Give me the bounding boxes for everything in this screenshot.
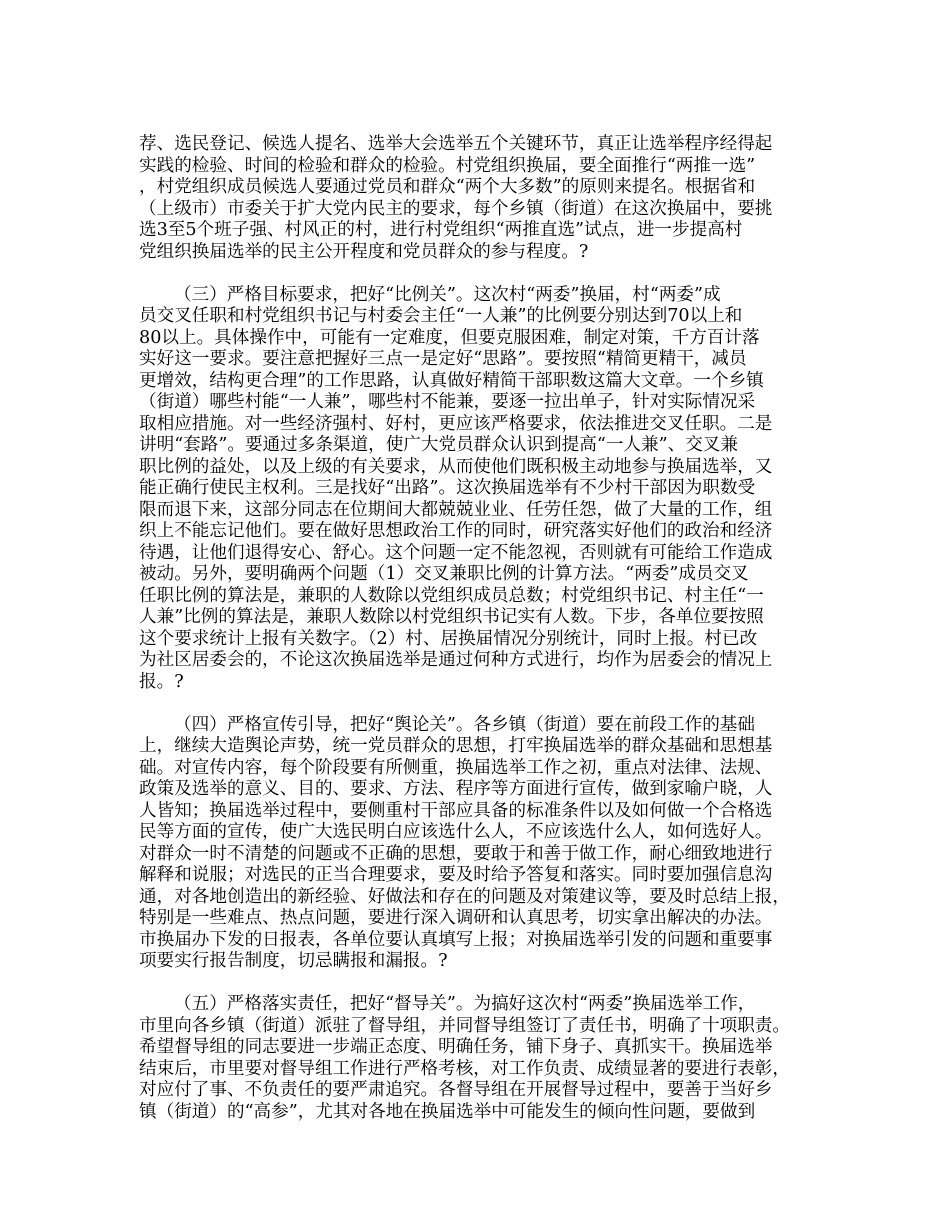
text-line: （三）严格目标要求，把好“比例关”。这次村“两委”换届，村“两委”成	[174, 284, 721, 305]
text-line: 讲明“套路”。要通过多条渠道，使广大党员群众认识到提高“一人兼”、交叉兼	[139, 435, 738, 455]
text-line: 更增效，结构更合理”的工作思路，认真做好精简干部职数这篇大文章。一个乡镇	[139, 370, 764, 391]
text-line: 限而退下来，这部分同志在位期间大都兢兢业业、任劳任怨，做了大量的工作，组	[139, 499, 773, 520]
text-line: 任职比例的算法是，兼职的人数除以党组织成员总数；村党组织书记、村主任“一	[139, 585, 764, 606]
text-line: 选3至5个班子强、村风正的村，进行村党组织“两推直选”试点，进一步提高村	[139, 220, 743, 240]
text-line: 为社区居委会的，不论这次换届选举是通过何种方式进行，均作为居委会的情况上	[139, 650, 773, 670]
text-line: 织上不能忘记他们。要在做好思想政治工作的同时，研究落实好他们的政治和经济	[139, 521, 773, 541]
text-line: 希望督导组的同志要进一步端正态度、明确任务，铺下身子、真抓实干。换届选举	[139, 1037, 773, 1057]
text-line: 员交叉任职和村党组织书记与村委会主任“一人兼”的比例要分别达到70以上和	[139, 306, 743, 326]
text-line: （上级市）市委关于扩大党内民主的要求，每个乡镇（街道）在这次换届中，要挑	[139, 198, 773, 219]
text-line: 结束后，市里要对督导组工作进行严格考核，对工作负责、成绩显著的要进行表彰，	[139, 1058, 790, 1079]
text-line: 人皆知；换届选举过程中，要侧重村干部应具备的标准条件以及如何做一个合格选	[139, 800, 773, 821]
text-line: 上，继续大造舆论声势，统一党员群众的思想，打牢换届选举的群众基础和思想基	[139, 736, 773, 756]
text-line: 这个要求统计上报有关数字。（2）村、居换届情况分别统计，同时上报。村已改	[139, 628, 758, 649]
text-line: 特别是一些难点、热点问题，要进行深入调研和认真思考，切实拿出解决的办法。	[139, 908, 773, 928]
text-line: 项要实行报告制度，切忌瞒报和漏报。?	[139, 951, 448, 971]
text-line: 市换届办下发的日报表，各单位要认真填写上报；对换届选举引发的问题和重要事	[139, 929, 773, 950]
text-line: 党组织换届选举的民主公开程度和党员群众的参与程度。?	[139, 241, 589, 262]
text-line: 通，对各地创造出的新经验、好做法和存在的问题及对策建议等，要及时总结上报，	[139, 886, 790, 907]
text-line: 80以上。具体操作中，可能有一定难度，但要克服困难，制定对策，千方百计落	[139, 327, 760, 348]
text-line: 市里向各乡镇（街道）派驻了督导组，并同督导组签订了责任书，明确了十项职责。	[139, 1015, 790, 1036]
text-line: 被动。另外，要明确两个问题（1）交叉兼职比例的计算方法。“两委”成员交叉	[139, 564, 749, 584]
text-line: 待遇，让他们退得安心、舒心。这个问题一定不能忽视，否则就有可能给工作造成	[139, 542, 773, 563]
text-line: 对群众一时不清楚的问题或不正确的思想，要敢于和善于做工作，耐心细致地进行	[139, 843, 773, 864]
text-line: ，村党组织成员候选人要通过党员和群众“两个大多数”的原则来提名。根据省和	[139, 177, 756, 197]
text-line: 民等方面的宣传，使广大选民明白应该选什么人，不应该选什么人，如何选好人。	[139, 822, 773, 842]
text-line: 报。?	[139, 671, 184, 692]
text-line: （五）严格落实责任，把好“督导关”。为搞好这次村“两委”换届选举工作，	[174, 994, 756, 1014]
text-line: 取相应措施。对一些经济强村、好村，更应该严格要求，依法推进交叉任职。二是	[139, 413, 773, 434]
text-line: 对应付了事、不负责任的要严肃追究。各督导组在开展督导过程中，要善于当好乡	[139, 1080, 773, 1100]
text-line: 础。对宣传内容，每个阶段要有所侧重，换届选举工作之初，重点对法律、法规、	[139, 757, 773, 778]
paragraph-1	[139, 134, 815, 263]
text-line: （街道）哪些村能“一人兼”，哪些村不能兼，要逐一拉出单子，针对实际情况采	[139, 392, 756, 412]
text-line: 实好这一要求。要注意把握好三点一是定好“思路”。要按照“精简更精干，减员	[139, 349, 747, 369]
text-line: 镇（街道）的“高参”，尤其对各地在换届选举中可能发生的倾向性问题，要做到	[139, 1101, 756, 1122]
text-line: 实践的检验、时间的检验和群众的检验。村党组织换届，要全面推行“两推一选”	[139, 155, 756, 176]
text-line: 荐、选民登记、候选人提名、选举大会选举五个关键环节，真正让选举程序经得起	[139, 134, 773, 154]
text-line: （四）严格宣传引导，把好“舆论关”。各乡镇（街道）要在前段工作的基础	[174, 714, 755, 735]
paragraph-3	[139, 715, 815, 973]
paragraph-4	[139, 994, 815, 1123]
text-line: 解释和说服；对选民的正当合理要求，要及时给予答复和落实。同时要加强信息沟	[139, 865, 773, 885]
paragraph-2	[139, 285, 815, 694]
document-page	[139, 134, 815, 1145]
text-line: 职比例的益处，以及上级的有关要求，从而使他们既积极主动地参与换届选举，又	[139, 456, 773, 477]
text-line: 人兼”比例的算法是，兼职人数除以村党组织书记实有人数。下步，各单位要按照	[139, 607, 764, 627]
text-line: 能正确行使民主权利。三是找好“出路”。这次换届选举有不少村干部因为职数受	[139, 478, 756, 498]
text-line: 政策及选举的意义、目的、要求、方法、程序等方面进行宣传，做到家喻户晓，人	[139, 779, 773, 799]
